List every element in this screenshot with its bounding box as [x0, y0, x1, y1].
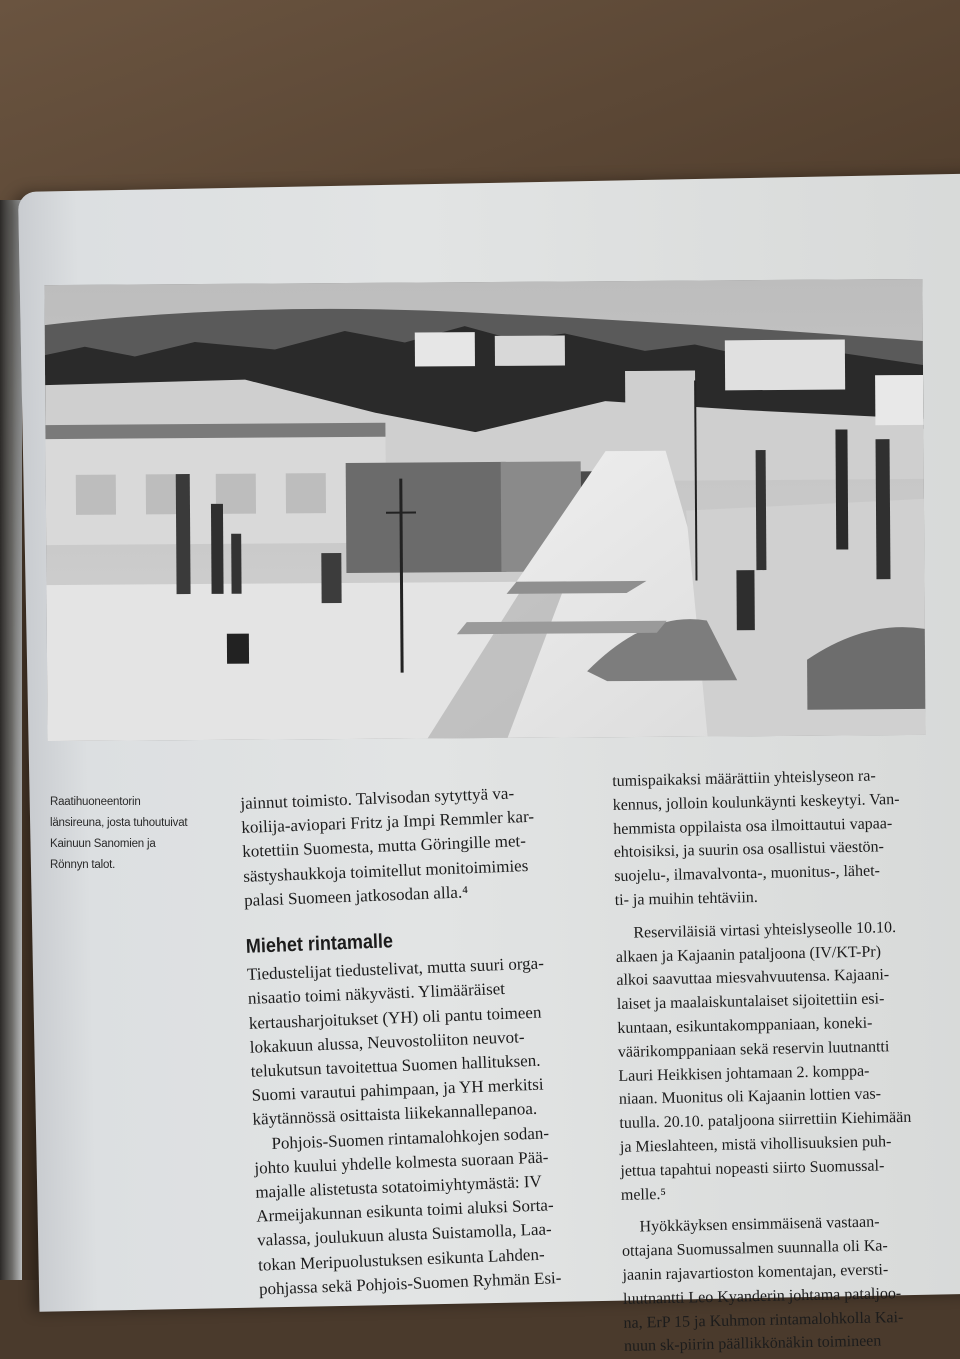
- text-column-right: [612, 764, 916, 1359]
- caption-line: Raatihuoneentorin: [50, 792, 230, 813]
- text-line: kennus, jolloin koulunkäynti keskeytyi. Van-: [612, 788, 904, 818]
- text-line: Hyökkäyksen ensimmäisenä vastaan-: [621, 1210, 913, 1240]
- text-line: kuntaan, esikuntakomppaniaan, koneki-: [617, 1011, 909, 1041]
- text-line: tokan Meripuolustuksen esikunta Lahden-: [258, 1242, 561, 1278]
- text-line: jettua tapahtui nopeasti siirto Suomussal-: [620, 1154, 912, 1184]
- text-line: johto kuului yhdelle kolmesta suoraan Pää-: [254, 1145, 557, 1181]
- text-line: alkaen ja Kajaanin pataljoona (IV/KT-Pr): [616, 939, 908, 969]
- text-line: nisaatio toimi näkyvästi. Ylimääräiset: [248, 976, 551, 1012]
- photo-caption: [50, 792, 230, 876]
- text-line: valassa, joulukuun alusta Suistamolla, Laa-: [257, 1218, 560, 1254]
- text-line: väärikomppaniaan sekä reservin luutnantti: [618, 1035, 910, 1065]
- text-line: niaan. Muonitus oli Kajaanin lottien vas-: [619, 1082, 911, 1112]
- text-line: nuun sk-piirin päällikkönäkin toimineen: [624, 1329, 916, 1359]
- text-line: majalle alistetusta sotatoimiyhtymästä: IV: [255, 1169, 558, 1205]
- text-line: luutnantti Leo Kyanderin johtama pataljoo-: [623, 1282, 915, 1312]
- text-line: kertausharjoitukset (YH) oli pantu toimeen: [248, 1000, 551, 1036]
- text-line: melle.⁵: [621, 1177, 913, 1207]
- text-line: Reserviläisiä virtasi yhteislyseolle 10.10.: [615, 916, 907, 946]
- text-line: laiset ja maalaiskuntalaiset sijoitettiin esi-: [617, 987, 909, 1017]
- text-line: na, ErP 15 ja Kuhmon rintamalohkolla Kai-: [623, 1305, 915, 1335]
- text-line: jaanin rajavartioston komentajan, eversti-: [622, 1258, 914, 1288]
- text-line: Suomi varautui pahimpaan, ja YH merkitsi: [251, 1072, 554, 1108]
- text-line: hemmista oppilaista osa ilmoittautui vapaa-: [613, 811, 905, 841]
- section-heading: Miehet rintamalle: [245, 924, 518, 959]
- text-line: sästyshaukkoja toimitellut monitoimimies: [243, 853, 546, 889]
- book-gutter: [0, 200, 22, 1280]
- text-line: alkoi saavuttaa miesvahvuutensa. Kajaani-: [616, 963, 908, 993]
- text-line: ti- ja muihin tehtäviin.: [614, 883, 906, 913]
- text-line: palasi Suomeen jatkosodan alla.⁴: [244, 877, 547, 913]
- text-line: Lauri Heikkisen johtamaan 2. komppa-: [618, 1058, 910, 1088]
- text-line: ottajana Suomussalmen suunnalla oli Ka-: [622, 1234, 914, 1264]
- text-line: tumispaikaksi määrättiin yhteislyseon ra-: [612, 764, 904, 794]
- text-column-middle: [240, 780, 562, 1301]
- text-line: pohjassa sekä Pohjois-Suomen Ryhmän Esi-: [259, 1266, 562, 1302]
- town-ruins-photograph: [44, 279, 925, 741]
- text-line: suojelu-, ilmavalvonta-, muonitus-, lähet-: [614, 859, 906, 889]
- text-line: ja Mieslahteen, mistä vihollisuuksien puh-: [620, 1130, 912, 1160]
- text-line: tuulla. 20.10. pataljoona siirrettiin Kiehimään: [619, 1106, 911, 1136]
- text-line: käytännössä osittaista liikekannallepanoa.: [252, 1097, 555, 1133]
- caption-line: länsireuna, josta tuhoutuivat: [50, 813, 230, 834]
- text-line: telukutsun tavoitettua Suomen hallituksen.: [250, 1048, 553, 1084]
- text-line: kotettiin Suomesta, mutta Göringille met-: [242, 829, 545, 865]
- caption-line: Rönnyn talot.: [50, 855, 230, 876]
- text-line: Tiedustelijat tiedustelivat, mutta suuri orga-: [247, 951, 550, 987]
- text-line: lokakuun alussa, Neuvostoliiton neuvot-: [249, 1024, 552, 1060]
- text-line: koilija-aviopari Fritz ja Impi Remmler kar-: [241, 805, 544, 841]
- text-line: Pohjois-Suomen rintamalohkojen sodan-: [253, 1121, 556, 1157]
- text-line: Armeijakunnan esikunta toimi aluksi Sorta-: [256, 1193, 559, 1229]
- text-line: jainnut toimisto. Talvisodan sytyttyä va-: [240, 780, 543, 816]
- caption-line: Kainuun Sanomien ja: [50, 834, 230, 855]
- text-line: ehtoisiksi, ja suurin osa osallistui väestön-: [613, 835, 905, 865]
